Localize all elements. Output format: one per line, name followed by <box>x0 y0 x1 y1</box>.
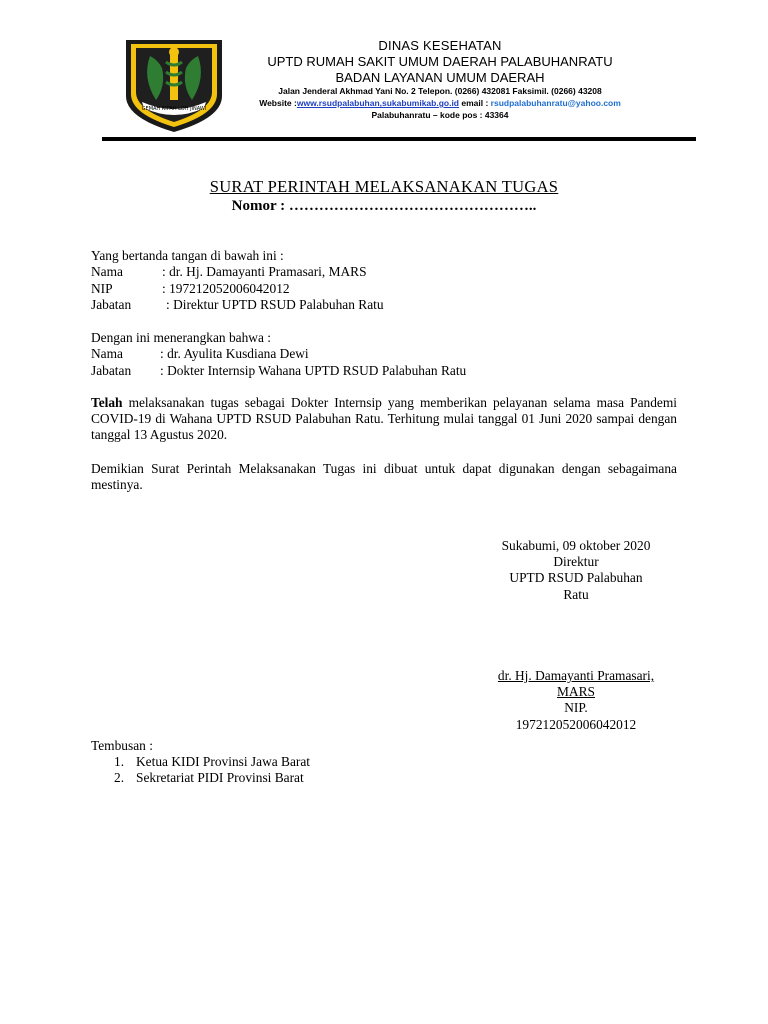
body-paragraph <box>91 395 677 444</box>
list-item <box>91 754 310 770</box>
signature-position: Direktur <box>553 554 599 570</box>
letter-title: SURAT PERINTAH MELAKSANAKAN TUGAS <box>209 177 559 196</box>
agency-type: BADAN LAYANAN UMUM DAERAH <box>335 70 545 85</box>
list-item <box>91 770 310 786</box>
contact-line <box>230 98 650 108</box>
signer-intro: Yang bertanda tangan di bawah ini : <box>91 248 284 263</box>
cc-item-number: 2. <box>114 770 125 785</box>
signer-position-label: Jabatan <box>91 297 132 312</box>
signatory-nip: 197212052006042012 <box>515 716 637 732</box>
signature-place-date: Sukabumi, 09 oktober 2020 <box>501 538 651 553</box>
subject-position-label: Jabatan <box>91 363 132 378</box>
header-divider <box>102 137 696 141</box>
website-label: Website : <box>259 98 297 108</box>
letter-number: Nomor : ………………………………………….. <box>231 198 537 214</box>
website-link[interactable]: www.rsudpalabuhan,sukabumikab.go.id <box>296 98 459 108</box>
subject-position-value: : Dokter Internsip Wahana UPTD RSUD Palabuhan Ratu <box>160 363 467 378</box>
signer-nip-label: NIP <box>91 281 113 296</box>
logo-motto: GEMAH RIPAH LOH JINAWI <box>141 106 207 112</box>
subject-name-label: Nama <box>91 346 123 361</box>
cc-list <box>91 754 310 786</box>
address-line: Jalan Jenderal Akhmad Yani No. 2 Telepon. (0266) 432081 Faksimil. (0266) 43208 <box>278 86 602 96</box>
closing-paragraph: Demikian Surat Perintah Melaksanakan Tugas ini dibuat untuk dapat digunakan dengan sebagaimana mestinya. <box>91 461 677 493</box>
signature-block <box>496 538 656 603</box>
email-label: email : <box>459 98 491 108</box>
signature-institution: UPTD RSUD Palabuhan Ratu <box>509 570 643 602</box>
body-lead-word: Telah <box>91 395 123 410</box>
institution-logo <box>122 38 226 134</box>
cc-label: Tembusan : <box>91 738 153 753</box>
signer-nip-value: : 197212052006042012 <box>162 281 290 296</box>
signer-position-value: : Direktur UPTD RSUD Palabuhan Ratu <box>166 297 384 312</box>
signatory-nip-label: NIP. <box>564 700 588 716</box>
signer-name-label: Nama <box>91 264 123 279</box>
body-text: melaksanakan tugas sebagai Dokter Internsip yang memberikan pelayanan selama masa Pandemi COVID-19 di Wahana UPTD RSUD Palabuhan Ratu. Terhitung mulai tanggal 01 Juni 2020 sampai dengan tanggal 13 Agustus 2020. <box>91 395 677 443</box>
cc-item-text: Sekretariat PIDI Provinsi Barat <box>136 770 304 785</box>
hospital-name: UPTD RUMAH SAKIT UMUM DAERAH PALABUHANRATU <box>267 54 613 69</box>
subject-name-value: : dr. Ayulita Kusdiana Dewi <box>160 346 309 361</box>
signer-name-value: : dr. Hj. Damayanti Pramasari, MARS <box>162 264 367 279</box>
cc-item-number: 1. <box>114 754 125 769</box>
agency-name: DINAS KESEHATAN <box>378 38 502 53</box>
subject-intro: Dengan ini menerangkan bahwa : <box>91 330 271 345</box>
postal-line: Palabuhanratu – kode pos : 43364 <box>371 110 509 120</box>
signatory-name: dr. Hj. Damayanti Pramasari, MARS <box>497 668 655 700</box>
cc-item-text: Ketua KIDI Provinsi Jawa Barat <box>136 754 311 769</box>
email-link[interactable]: rsudpalabuhanratu@yahoo.com <box>490 98 621 108</box>
signatory-block <box>496 668 656 733</box>
